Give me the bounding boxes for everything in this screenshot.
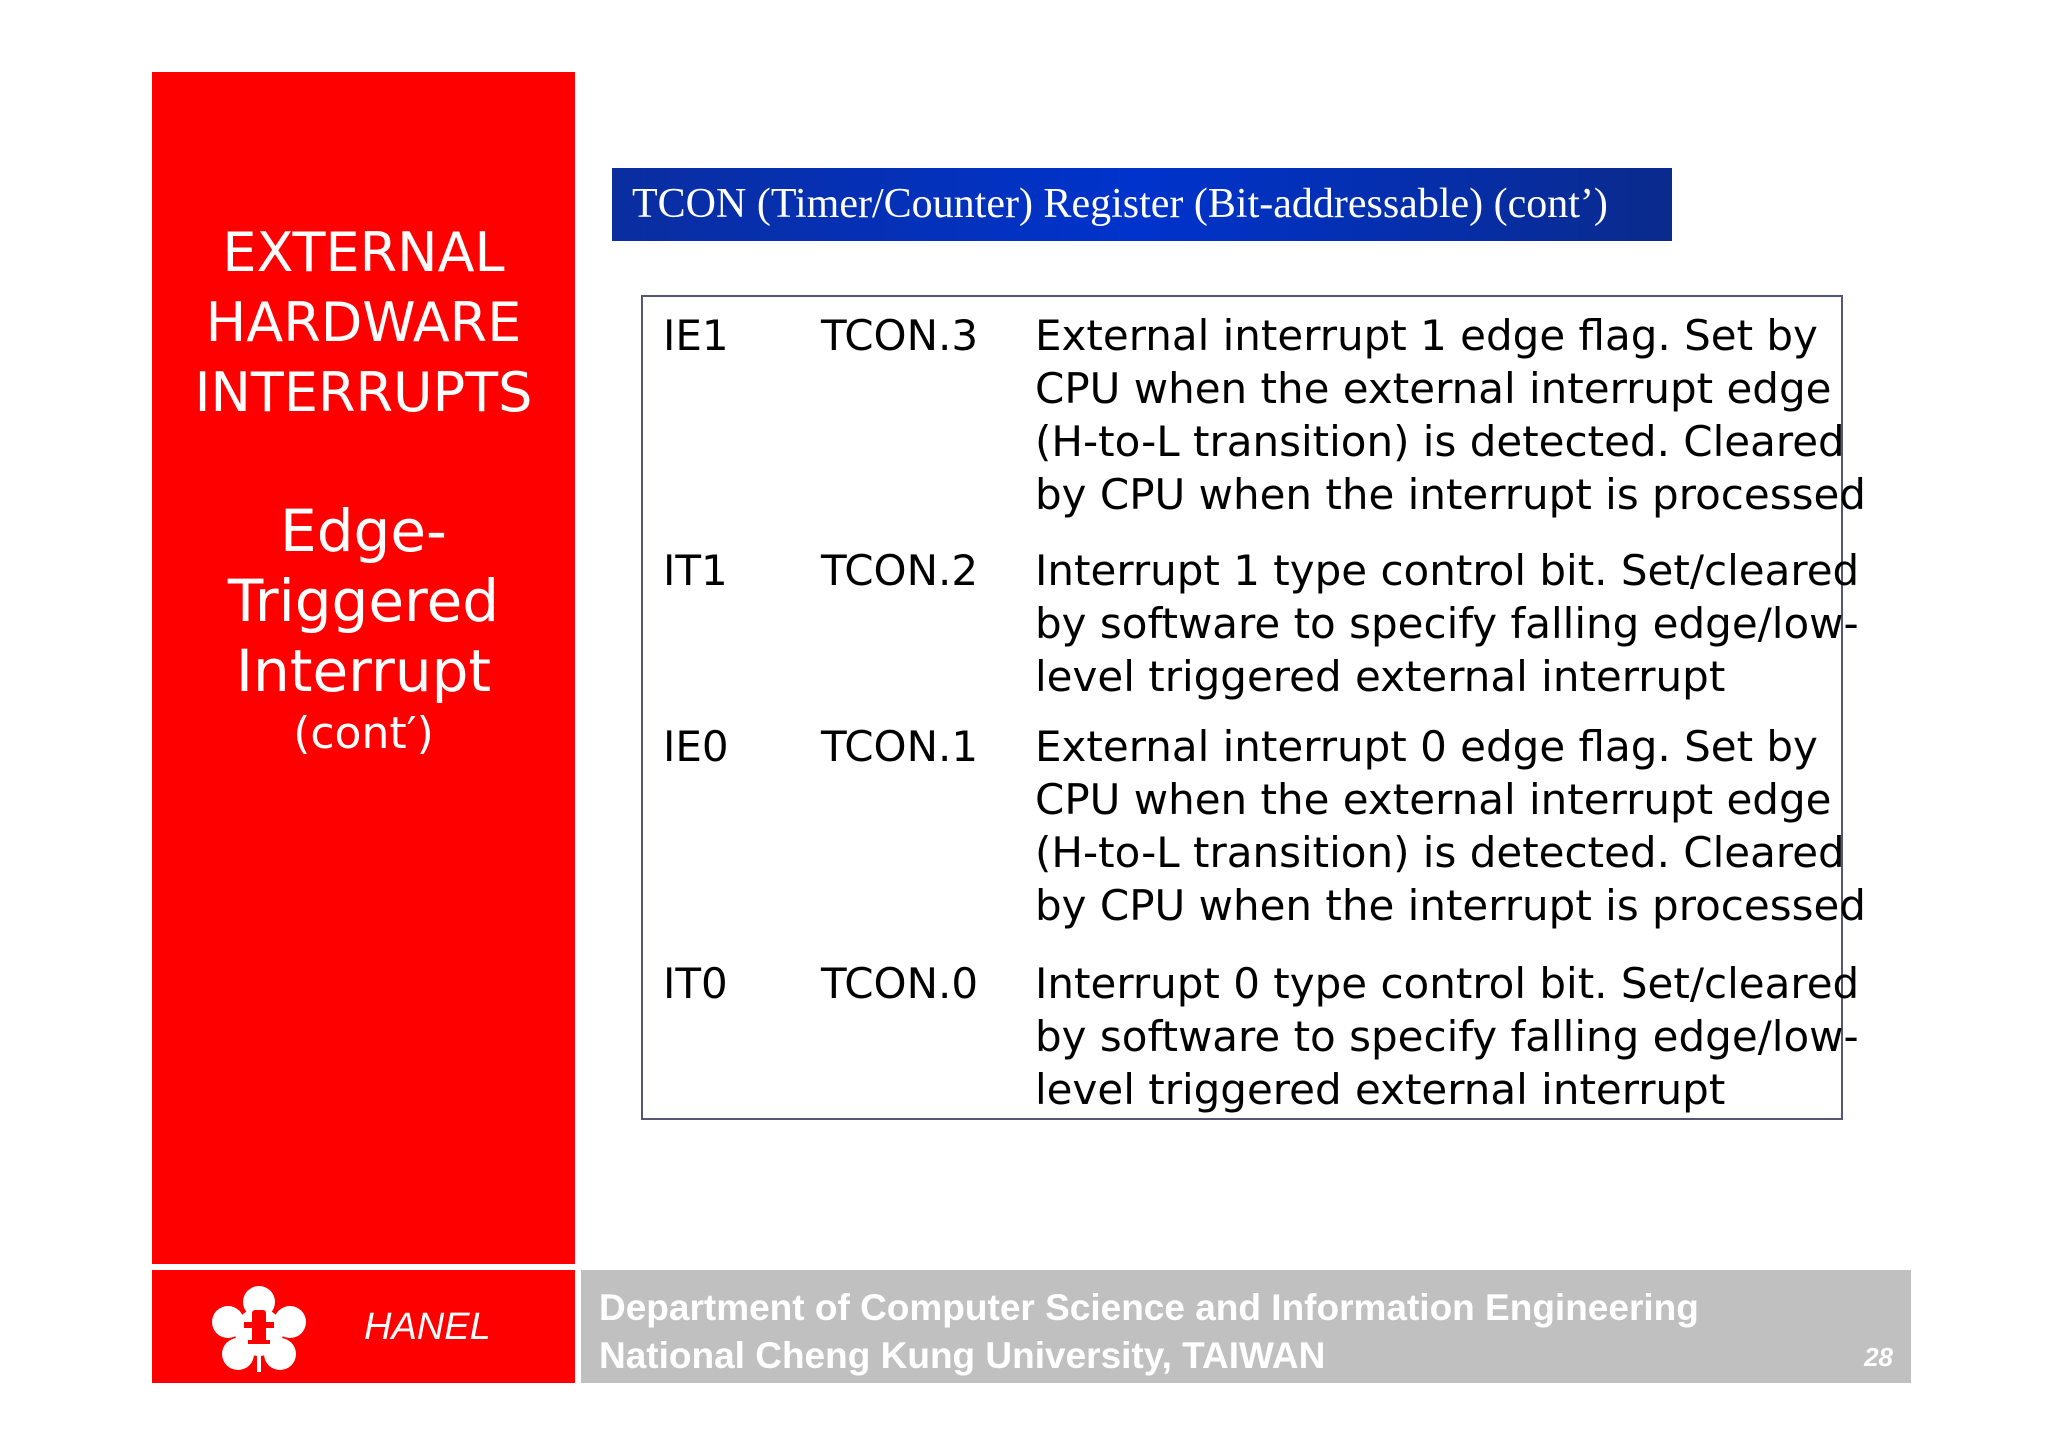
subheading-line: Interrupt	[235, 637, 492, 705]
bit-position: TCON.0	[821, 959, 979, 1008]
description-line: CPU when the external interrupt edge	[1035, 775, 1832, 824]
description-line: External interrupt 0 edge flag. Set by	[1035, 722, 1818, 771]
bit-position: TCON.2	[821, 546, 979, 595]
description-line: by CPU when the interrupt is processed	[1035, 881, 1866, 930]
bit-position: TCON.3	[821, 311, 979, 360]
slide-subheading	[152, 496, 575, 762]
bit-description	[1035, 720, 1866, 932]
footer-left	[152, 1270, 575, 1383]
footer-right	[581, 1270, 1911, 1383]
continued-note: (cont′)	[293, 708, 434, 759]
heading-line: HARDWARE	[205, 291, 522, 354]
bit-name: IE1	[663, 311, 729, 360]
register-table	[641, 295, 1866, 1120]
department-name: Department of Computer Science and Information Engineering	[599, 1287, 1699, 1328]
bit-name: IT0	[663, 959, 728, 1008]
description-line: Interrupt 1 type control bit. Set/cleared	[1035, 546, 1860, 595]
description-line: CPU when the external interrupt edge	[1035, 364, 1832, 413]
description-line: level triggered external interrupt	[1035, 652, 1726, 701]
footer-affiliation	[599, 1284, 1699, 1380]
title-banner	[612, 168, 1672, 241]
slide-title: TCON (Timer/Counter) Register (Bit-addressable) (cont’)	[632, 181, 1608, 227]
bit-description	[1035, 309, 1866, 521]
sidebar-panel	[152, 72, 575, 1264]
bit-description	[1035, 544, 1860, 703]
description-line: Interrupt 0 type control bit. Set/cleared	[1035, 959, 1860, 1008]
description-line: level triggered external interrupt	[1035, 1065, 1726, 1114]
university-emblem-icon	[204, 1282, 314, 1374]
bit-description	[1035, 957, 1860, 1116]
university-name: National Cheng Kung University, TAIWAN	[599, 1335, 1326, 1376]
page-number: 28	[1864, 1342, 1893, 1372]
bit-name: IE0	[663, 722, 729, 771]
slide-section-heading	[152, 218, 575, 428]
heading-line: EXTERNAL	[222, 221, 505, 284]
author-label: HANEL	[364, 1306, 491, 1348]
heading-line: INTERRUPTS	[194, 361, 533, 424]
description-line: (H-to-L transition) is detected. Cleared	[1035, 417, 1845, 466]
description-line: External interrupt 1 edge flag. Set by	[1035, 311, 1818, 360]
description-line: by software to specify falling edge/low-	[1035, 1012, 1859, 1061]
subheading-line: Edge-Triggered	[227, 497, 500, 635]
description-line: by software to specify falling edge/low-	[1035, 599, 1859, 648]
description-line: by CPU when the interrupt is processed	[1035, 470, 1866, 519]
bit-name: IT1	[663, 546, 728, 595]
description-line: (H-to-L transition) is detected. Cleared	[1035, 828, 1845, 877]
bit-position: TCON.1	[821, 722, 979, 771]
